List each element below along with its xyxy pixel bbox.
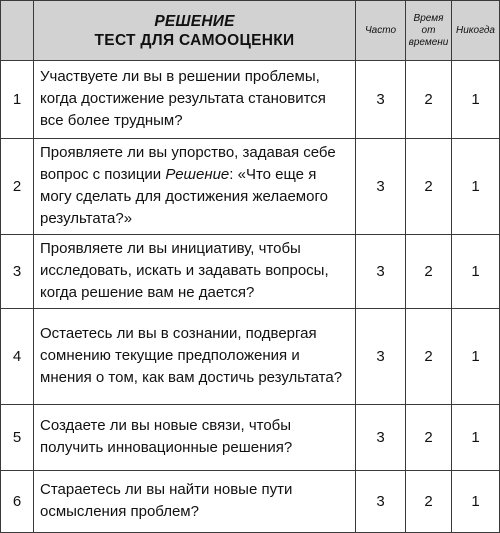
option-header-line: Часто <box>364 24 397 36</box>
score-never: 1 <box>452 235 500 309</box>
question-text-italic: Решение <box>165 166 230 183</box>
score-sometimes: 2 <box>406 235 452 309</box>
question-number: 1 <box>1 61 34 139</box>
header-row <box>1 1 500 61</box>
table-row <box>1 309 500 405</box>
table-row <box>1 61 500 139</box>
question-number: 2 <box>1 139 34 235</box>
score-sometimes: 2 <box>406 405 452 471</box>
question-text-segment: Остаетесь ли вы в сознании, подвергая сомнению текущие предположения и мнения о том, как вам достичь результата? <box>40 325 343 386</box>
score-never: 1 <box>452 405 500 471</box>
score-never: 1 <box>452 61 500 139</box>
question-rows <box>1 61 500 533</box>
option-header-sometimes <box>406 1 452 61</box>
table-row <box>1 139 500 235</box>
question-text <box>34 235 356 309</box>
option-header-line: времени <box>408 36 449 48</box>
title-line-2: ТЕСТ ДЛЯ САМООЦЕНКИ <box>94 31 295 49</box>
table-title <box>34 1 356 61</box>
table-row <box>1 405 500 471</box>
score-sometimes: 2 <box>406 61 452 139</box>
question-text <box>34 61 356 139</box>
option-header-line: Никогда <box>456 24 495 36</box>
score-sometimes: 2 <box>406 139 452 235</box>
score-often: 3 <box>356 61 406 139</box>
score-never: 1 <box>452 139 500 235</box>
score-often: 3 <box>356 235 406 309</box>
score-often: 3 <box>356 471 406 533</box>
score-never: 1 <box>452 471 500 533</box>
option-header-line: Время <box>413 12 444 24</box>
score-often: 3 <box>356 405 406 471</box>
title-line-1: РЕШЕНИЕ <box>154 12 235 30</box>
question-text-segment: Проявляете ли вы упорство, задавая себе вопрос с позиции <box>40 144 336 183</box>
table-row <box>1 235 500 309</box>
question-text-segment: Участвуете ли вы в решении проблемы, когда достижение результата становится все более трудным? <box>40 68 326 129</box>
question-text <box>34 139 356 235</box>
question-number: 5 <box>1 405 34 471</box>
table-row <box>1 471 500 533</box>
option-header-often <box>356 1 406 61</box>
question-text-segment: : «Что еще я могу сделать для достижения желаемого результата?» <box>40 166 328 227</box>
question-number: 6 <box>1 471 34 533</box>
score-often: 3 <box>356 139 406 235</box>
question-number: 3 <box>1 235 34 309</box>
score-sometimes: 2 <box>406 309 452 405</box>
question-text <box>34 405 356 471</box>
question-text-segment: Проявляете ли вы инициативу, чтобы исследовать, искать и задавать вопросы, когда решение вам не дается? <box>40 240 329 301</box>
question-text <box>34 309 356 405</box>
score-often: 3 <box>356 309 406 405</box>
question-text-segment: Стараетесь ли вы найти новые пути осмысления проблем? <box>40 481 293 520</box>
header-number-cell <box>1 1 34 61</box>
question-number: 4 <box>1 309 34 405</box>
option-header-line: от <box>421 24 436 36</box>
score-sometimes: 2 <box>406 471 452 533</box>
question-text-segment: Создаете ли вы новые связи, чтобы получить инновационные решения? <box>40 417 293 456</box>
question-text <box>34 471 356 533</box>
score-never: 1 <box>452 309 500 405</box>
option-header-never <box>452 1 500 61</box>
